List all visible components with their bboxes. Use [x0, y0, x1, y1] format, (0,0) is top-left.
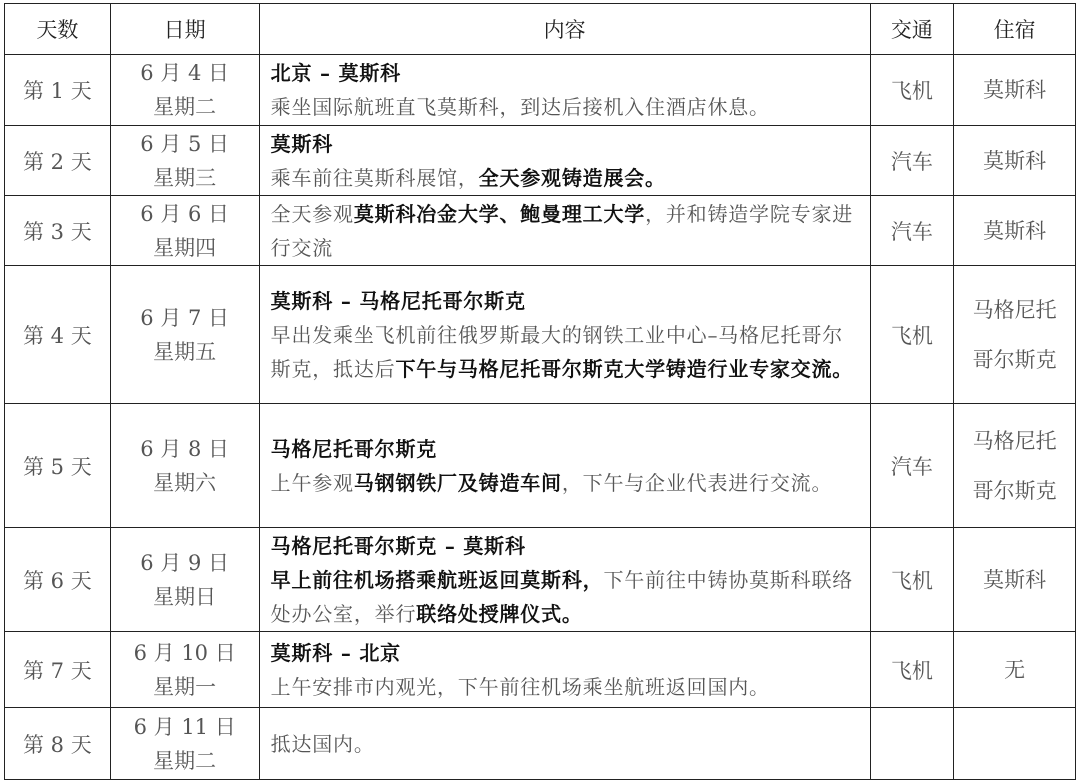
description-text: 下午前往中铸协莫斯科联络处办公室，举行	[270, 567, 854, 626]
lodging-cell: 莫斯科	[954, 126, 1076, 196]
header-row	[5, 4, 1076, 55]
weekday-text: 星期三	[153, 165, 217, 190]
route-title: 马格尼托哥尔斯克	[270, 436, 438, 461]
itinerary-table	[4, 3, 1076, 780]
weekday-text: 星期二	[153, 748, 217, 773]
description-highlight: 下午与马格尼托哥尔斯克大学铸造行业专家交流。	[395, 356, 854, 381]
header-date: 日期	[110, 4, 259, 55]
header-day: 天数	[5, 4, 111, 55]
itinerary-row	[5, 528, 1076, 632]
weekday-text: 星期一	[153, 674, 217, 699]
transport-cell: 飞机	[870, 528, 954, 632]
route-title: 莫斯科 – 马格尼托哥尔斯克	[270, 288, 526, 313]
date-cell	[110, 708, 259, 780]
description-text: 乘坐国际航班直飞莫斯科，到达后接机入住酒店休息。	[270, 95, 770, 119]
itinerary-row	[5, 196, 1076, 266]
description-text: ，下午与企业代表进行交流。	[561, 470, 833, 495]
day-cell: 第 7 天	[5, 632, 111, 708]
weekday-text: 星期五	[153, 339, 217, 364]
date-text: 6 月 5 日	[140, 131, 230, 156]
description-highlight: 联络处授牌仪式。	[416, 601, 583, 626]
transport-cell: 飞机	[870, 55, 954, 126]
transport-cell	[870, 708, 954, 780]
day-cell: 第 5 天	[5, 404, 111, 528]
date-text: 6 月 10 日	[133, 640, 236, 665]
route-title: 北京 – 莫斯科	[270, 61, 401, 85]
content-cell	[259, 708, 870, 780]
date-text: 6 月 8 日	[140, 436, 230, 461]
date-cell	[110, 266, 259, 404]
route-title: 马格尼托哥尔斯克 – 莫斯科	[270, 533, 526, 558]
description-text: 全天参观	[270, 201, 354, 226]
weekday-text: 星期六	[153, 470, 217, 495]
description-highlight: 莫斯科冶金大学、鲍曼理工大学	[353, 201, 646, 226]
description-text: 乘车前往莫斯科展馆，	[270, 165, 479, 190]
description-highlight: 全天参观铸造展会。	[478, 165, 666, 190]
date-cell	[110, 126, 259, 196]
description-text: 上午安排市内观光，下午前往机场乘坐航班返回国内。	[270, 674, 770, 699]
itinerary-row	[5, 708, 1076, 780]
weekday-text: 星期日	[153, 584, 217, 609]
content-cell	[259, 404, 870, 528]
content-cell	[259, 196, 870, 266]
header-lodging: 住宿	[954, 4, 1076, 55]
day-cell: 第 8 天	[5, 708, 111, 780]
header-transport: 交通	[870, 4, 954, 55]
lodging-text: 哥尔斯克	[972, 347, 1057, 372]
transport-cell: 飞机	[870, 266, 954, 404]
date-text: 6 月 11 日	[133, 714, 236, 739]
description-text: 早出发乘坐飞机前往俄罗斯最大的钢铁工业中心–马格尼托哥尔斯克，抵达后	[270, 322, 844, 381]
lodging-cell	[954, 404, 1076, 528]
lodging-cell	[954, 266, 1076, 404]
date-cell	[110, 632, 259, 708]
date-cell	[110, 528, 259, 632]
route-title: 莫斯科 – 北京	[270, 640, 401, 665]
transport-cell: 汽车	[870, 126, 954, 196]
transport-cell: 汽车	[870, 196, 954, 266]
weekday-text: 星期四	[153, 235, 217, 260]
itinerary-row	[5, 632, 1076, 708]
header-content: 内容	[259, 4, 870, 55]
itinerary-row	[5, 55, 1076, 126]
lodging-cell: 莫斯科	[954, 528, 1076, 632]
lodging-cell	[954, 708, 1076, 780]
day-cell: 第 6 天	[5, 528, 111, 632]
content-cell	[259, 528, 870, 632]
day-cell: 第 2 天	[5, 126, 111, 196]
content-cell	[259, 55, 870, 126]
route-title: 莫斯科	[270, 131, 334, 156]
lodging-text: 马格尼托	[972, 428, 1057, 453]
content-cell	[259, 632, 870, 708]
lodging-text: 马格尼托	[972, 297, 1057, 322]
date-text: 6 月 7 日	[140, 305, 230, 330]
date-text: 6 月 9 日	[140, 550, 230, 575]
itinerary-row	[5, 404, 1076, 528]
transport-cell: 飞机	[870, 632, 954, 708]
day-cell: 第 3 天	[5, 196, 111, 266]
lodging-cell: 莫斯科	[954, 55, 1076, 126]
date-cell	[110, 404, 259, 528]
description-highlight: 马钢钢铁厂及铸造车间	[353, 470, 562, 495]
description-text: 上午参观	[270, 470, 354, 495]
description-text: ，并和铸造学院专家进行交流	[270, 201, 854, 260]
content-cell	[259, 126, 870, 196]
content-cell	[259, 266, 870, 404]
lodging-text: 哥尔斯克	[972, 478, 1057, 503]
lodging-cell: 莫斯科	[954, 196, 1076, 266]
date-text: 6 月 4 日	[140, 61, 230, 85]
itinerary-row	[5, 126, 1076, 196]
lodging-cell: 无	[954, 632, 1076, 708]
date-cell	[110, 196, 259, 266]
itinerary-row	[5, 266, 1076, 404]
description-highlight: 早上前往机场搭乘航班返回莫斯科，	[270, 567, 604, 592]
description-text: 抵达国内。	[270, 731, 375, 756]
day-cell: 第 1 天	[5, 55, 111, 126]
weekday-text: 星期二	[153, 95, 217, 119]
date-text: 6 月 6 日	[140, 201, 230, 226]
date-cell	[110, 55, 259, 126]
day-cell: 第 4 天	[5, 266, 111, 404]
transport-cell: 汽车	[870, 404, 954, 528]
